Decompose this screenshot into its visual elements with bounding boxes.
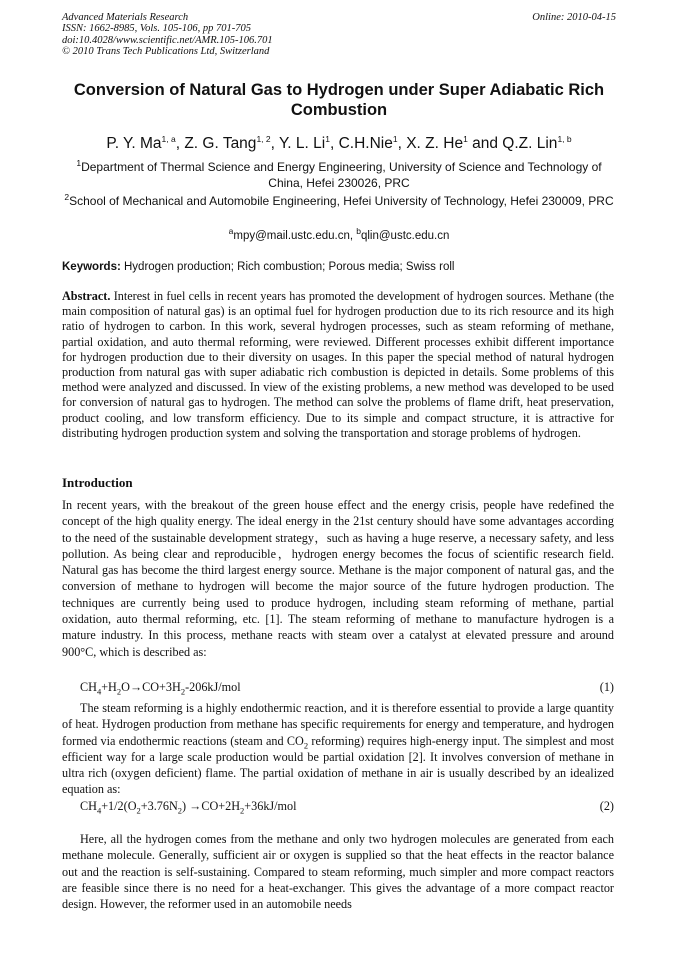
equation-number: (2) [599, 799, 614, 813]
email-sup: a [228, 226, 234, 237]
affiliation-sup: 2 [64, 192, 70, 202]
intro-paragraph-2 [62, 700, 614, 798]
eq-text: +3.76N [140, 799, 178, 813]
eq-text: +36kJ/mol [244, 799, 297, 813]
eq-text: CO+2H [201, 799, 241, 813]
paragraph-text: reforming) requires high-energy input. The simplest and most efficient way for a large scale production would be partial oxidation [2]. It involves conversion of methane in ultra rich (oxygen deficient) flame. The partial oxidation of methane in air is usually described by an idealized equation as: [62, 733, 615, 797]
eq-sub: 2 [116, 686, 122, 697]
email-link[interactable]: mpy@mail.ustc.edu.cn [233, 230, 350, 242]
author-name: Q.Z. Lin [502, 135, 558, 152]
equation-2 [80, 799, 614, 814]
affiliation-sup: 1 [76, 158, 82, 168]
abstract-text: Interest in fuel cells in recent years has promoted the development of hydrogen sources. Methane (the main composition of natural gas) is an optimal fuel for hydrogen production due to its rich resource and its high ratio of hydrogen to carbon. In this work, several hydrogen processes, such as steam reforming of methane, partial oxidation, and auto thermal reforming, were reviewed. Different processes exhibit different importance for hydrogen production due to their diversity on usages. In this paper the special method of natural hydrogen production from natural gas with super adiabatic rich combustion is depicted in details. Some problems of this method were analyzed and discussed. In view of the existing problems, a new method was developed to be used for conversion of natural gas to hydrogen. The method can solve the problems of flame drift, heat preservation, product cooling, and low transform efficiency. Due to its simple and compact structure, it is attractive for distributing hydrogen production system and solving the transportation and storage problems of hydrogen. [62, 289, 614, 440]
eq-text: CH [80, 799, 97, 813]
email-line: $^a$mpy@mail.ustc.edu.cn, $^b$qlin@ustc.edu.cn [228, 226, 450, 242]
affiliation-text: Department of Thermal Science and Energy Engineering, University of Science and Technology of China, Hefei 230026, PRC [81, 160, 602, 190]
copyright-line: © 2010 Trans Tech Publications Ltd, Switzerland [62, 45, 270, 57]
issn-line: ISSN: 1662-8985, Vols. 105-106, pp 701-705 [62, 23, 251, 35]
arrow-icon: → [189, 799, 202, 813]
equation-number: (1) [599, 680, 614, 694]
section-heading-introduction: Introduction [62, 475, 133, 490]
affiliation-1 [62, 160, 616, 191]
eq-sub: 2 [136, 805, 141, 816]
eq-text: -206kJ/mol [185, 680, 241, 694]
author-sup: 1 [463, 133, 468, 144]
paper-title: Conversion of Natural Gas to Hydrogen under Super Adiabatic Rich Combustion [73, 81, 605, 119]
paragraph-text: The steam reforming is a highly endothermic reaction, and it is therefore essential to provide a large quantity of heat. Hydrogen production from methane has specific requirements for energy and temperature, and hydrogen formed via endothermic reactions (steam and CO [62, 701, 614, 748]
author-name: P. Y. Ma [106, 135, 162, 152]
eq-text: O [121, 680, 130, 694]
keywords [62, 260, 616, 275]
abstract-label: Abstract. [62, 289, 111, 303]
author-sup: 1 [392, 133, 398, 144]
keywords-label: Keywords: [62, 261, 121, 273]
paragraph-sub: 2 [303, 740, 309, 751]
author-sup: 1 [325, 133, 330, 144]
eq-sub: 2 [240, 805, 245, 816]
equation-1 [80, 680, 614, 695]
intro-paragraph-1: In recent years, with the breakout of the green house effect and the energy crisis, people have redefined the concept of the high quality energy. The ideal energy in the 21st century should have some advantages according to the need of the sustainable development strategy，such as having a huge reserve, a necessary safety, and less pollution. As being clear and reproducible，hydrogen energy becomes the focus of scientific research field. Natural gas has become the third largest energy source. Methane is the major component of natural gas, and the conversion of methane to hydrogen will become the major source of the future hydrogen production. The techniques are currently being used to produce hydrogen, including steam reforming of methane, partial oxidation, auto thermal reforming, etc. [1]. The steam reforming of methane to manufacture hydrogen is a mature industry. In this process, methane reacts with steam over a catalyst at elevated pressure and around 900°C, which is described as: [62, 498, 614, 659]
email-sup: b [356, 226, 361, 237]
keywords-text: Hydrogen production; Rich combustion; Porous media; Swiss roll [124, 261, 455, 273]
affiliation-2 [62, 194, 616, 210]
eq-sub: 2 [180, 686, 186, 697]
author-sup: 1, 2 [256, 133, 271, 144]
author-sup: 1, b [557, 133, 572, 144]
intro-paragraph-3: Here, all the hydrogen comes from the methane and only two hydrogen molecules are generated from each methane molecule. Generally, sufficient air or oxygen is supplied so that the heat effects in the reactor balance out and the reaction is self-sustaining. Compared to steam reforming, much simpler and more compact reactors are feasible since there is no need for a heat-exchanger. This gives the advantage of a more compact reactor design. However, the reformer used in an automobile needs [62, 832, 614, 912]
journal-name: Advanced Materials Research [62, 12, 189, 23]
author-name: X. Z. He [406, 135, 464, 152]
email-link[interactable]: qlin@ustc.edu.cn [360, 230, 450, 242]
author-name: Y. L. Li [278, 135, 326, 152]
author-name: C.H.Nie [338, 135, 393, 152]
eq-sub: 4 [96, 686, 102, 697]
abstract [62, 289, 614, 441]
author-sup: 1, a [161, 133, 176, 144]
eq-sub: 2 [177, 805, 183, 816]
online-date: Online: 2010-04-15 [532, 12, 616, 23]
doi-line: doi:10.4028/www.scientific.net/AMR.105-106.701 [62, 34, 273, 46]
eq-text: CH [80, 680, 97, 694]
eq-text: ) [182, 799, 190, 813]
eq-text: +1/2(O [101, 799, 137, 813]
eq-text: +H [101, 680, 117, 694]
eq-sub: 4 [96, 805, 102, 816]
affiliation-text: School of Mechanical and Automobile Engineering, Hefei University of Technology, Hefei 230009, PRC [69, 194, 614, 208]
author-name: Z. G. Tang [184, 135, 257, 152]
eq-text: CO+3H [142, 680, 181, 694]
arrow-icon: → [129, 680, 143, 694]
author-list: P. Y. Ma$^{1, a}$, Z. G. Tang$^{1, 2}$, Y. L. Li$^1$, C.H.Nie$^1$, X. Z. He$^1$ and Q.Z. Lin$^{1, b}$ [106, 133, 572, 152]
